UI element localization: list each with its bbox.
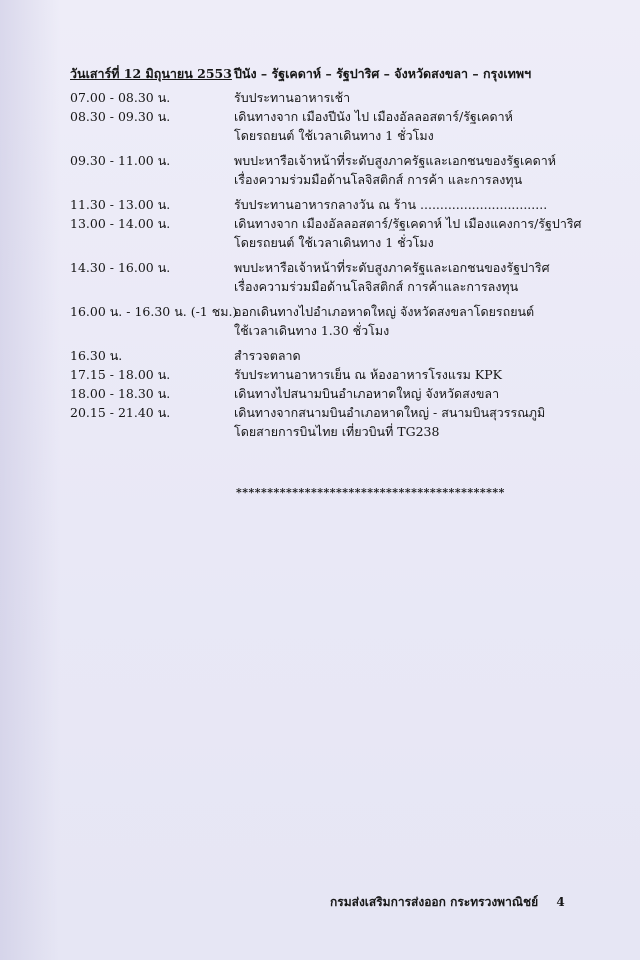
page-shadow: [0, 0, 60, 960]
schedule-description-line: โดยรถยนต์ ใช้เวลาเดินทาง 1 ชั่วโมง: [234, 235, 434, 250]
header-date: วันเสาร์ที่ 12 มิถุนายน 2553: [70, 66, 232, 81]
schedule-description: [234, 365, 610, 384]
schedule-row: [70, 346, 610, 365]
schedule-description-line: พบปะหารือเจ้าหน้าที่ระดับสูงภาครัฐและเอกชนของรัฐเคดาห์: [234, 153, 556, 168]
schedule-description-line: เดินทางไปสนามบินอำเภอหาดใหญ่ จังหวัดสงขลา: [234, 386, 500, 401]
header-route: ปีนัง – รัฐเคดาห์ – รัฐปาริศ – จังหวัดสงขลา – กรุงเทพฯ: [234, 66, 532, 81]
schedule-description-line: รับประทานอาหารกลางวัน ณ ร้าน ................................: [234, 197, 548, 212]
schedule-list: [70, 88, 610, 441]
schedule-description-line: สำรวจตลาด: [234, 348, 301, 363]
schedule-time: 14.30 - 16.00 น.: [70, 260, 171, 275]
schedule-row: [70, 365, 610, 384]
schedule-row: [70, 214, 610, 252]
schedule-header: [70, 64, 590, 86]
schedule-row: [70, 403, 610, 441]
schedule-description-line: รับประทานอาหารเช้า: [234, 90, 351, 105]
schedule-description: [234, 403, 610, 441]
schedule-description-line: รับประทานอาหารเย็น ณ ห้องอาหารโรงแรม KPK: [234, 367, 502, 382]
schedule-description-line: เรื่องความร่วมมือด้านโลจิสติกส์ การค้า และการลงทุน: [234, 172, 523, 187]
page-footer: [330, 893, 565, 912]
schedule-row: [70, 384, 610, 403]
schedule-row: [70, 195, 610, 214]
schedule-description-line: โดยสายการบินไทย เที่ยวบินที่ TG238: [234, 424, 440, 439]
schedule-time: 20.15 - 21.40 น.: [70, 405, 171, 420]
schedule-description-line: เดินทางจาก เมืองปีนัง ไป เมืองอัลลอสตาร์/รัฐเคดาห์: [234, 109, 513, 124]
schedule-time: 08.30 - 09.30 น.: [70, 109, 171, 124]
schedule-description: [234, 151, 610, 189]
schedule-time: 16.00 น. - 16.30 น. (-1 ชม.): [70, 304, 238, 319]
schedule-description-line: ใช้เวลาเดินทาง 1.30 ชั่วโมง: [234, 323, 390, 338]
schedule-description: [234, 384, 610, 403]
schedule-time: 13.00 - 14.00 น.: [70, 216, 171, 231]
schedule-description-line: ออกเดินทางไปอำเภอหาดใหญ่ จังหวัดสงขลาโดยรถยนต์: [234, 304, 535, 319]
divider-stars: *******************************************: [236, 486, 505, 499]
schedule-description-line: พบปะหารือเจ้าหน้าที่ระดับสูงภาครัฐและเอกชนของรัฐปาริศ: [234, 260, 550, 275]
schedule-time: 17.15 - 18.00 น.: [70, 367, 171, 382]
schedule-description-line: เรื่องความร่วมมือด้านโลจิสติกส์ การค้าและการลงทุน: [234, 279, 519, 294]
schedule-description: [234, 88, 610, 107]
schedule-row: [70, 88, 610, 107]
schedule-time: 18.00 - 18.30 น.: [70, 386, 171, 401]
schedule-row: [70, 107, 610, 145]
schedule-time: 16.30 น.: [70, 348, 123, 363]
schedule-description: [234, 258, 610, 296]
footer-department: กรมส่งเสริมการส่งออก กระทรวงพาณิชย์: [330, 895, 539, 909]
schedule-time: 07.00 - 08.30 น.: [70, 90, 171, 105]
schedule-row: [70, 302, 610, 340]
schedule-description: [234, 214, 610, 252]
schedule-description: [234, 346, 610, 365]
schedule-description: [234, 195, 610, 214]
schedule-description: [234, 302, 610, 340]
schedule-description: [234, 107, 610, 145]
page-number: 4: [556, 895, 565, 909]
schedule-time: 09.30 - 11.00 น.: [70, 153, 171, 168]
schedule-description-line: เดินทางจากสนามบินอำเภอหาดใหญ่ - สนามบินสุวรรณภูมิ: [234, 405, 546, 420]
schedule-description-line: เดินทางจาก เมืองอัลลอสตาร์/รัฐเคดาห์ ไป เมืองแคงการ/รัฐปาริศ: [234, 216, 582, 231]
schedule-row: [70, 151, 610, 189]
schedule-row: [70, 258, 610, 296]
schedule-time: 11.30 - 13.00 น.: [70, 197, 171, 212]
schedule-description-line: โดยรถยนต์ ใช้เวลาเดินทาง 1 ชั่วโมง: [234, 128, 434, 143]
